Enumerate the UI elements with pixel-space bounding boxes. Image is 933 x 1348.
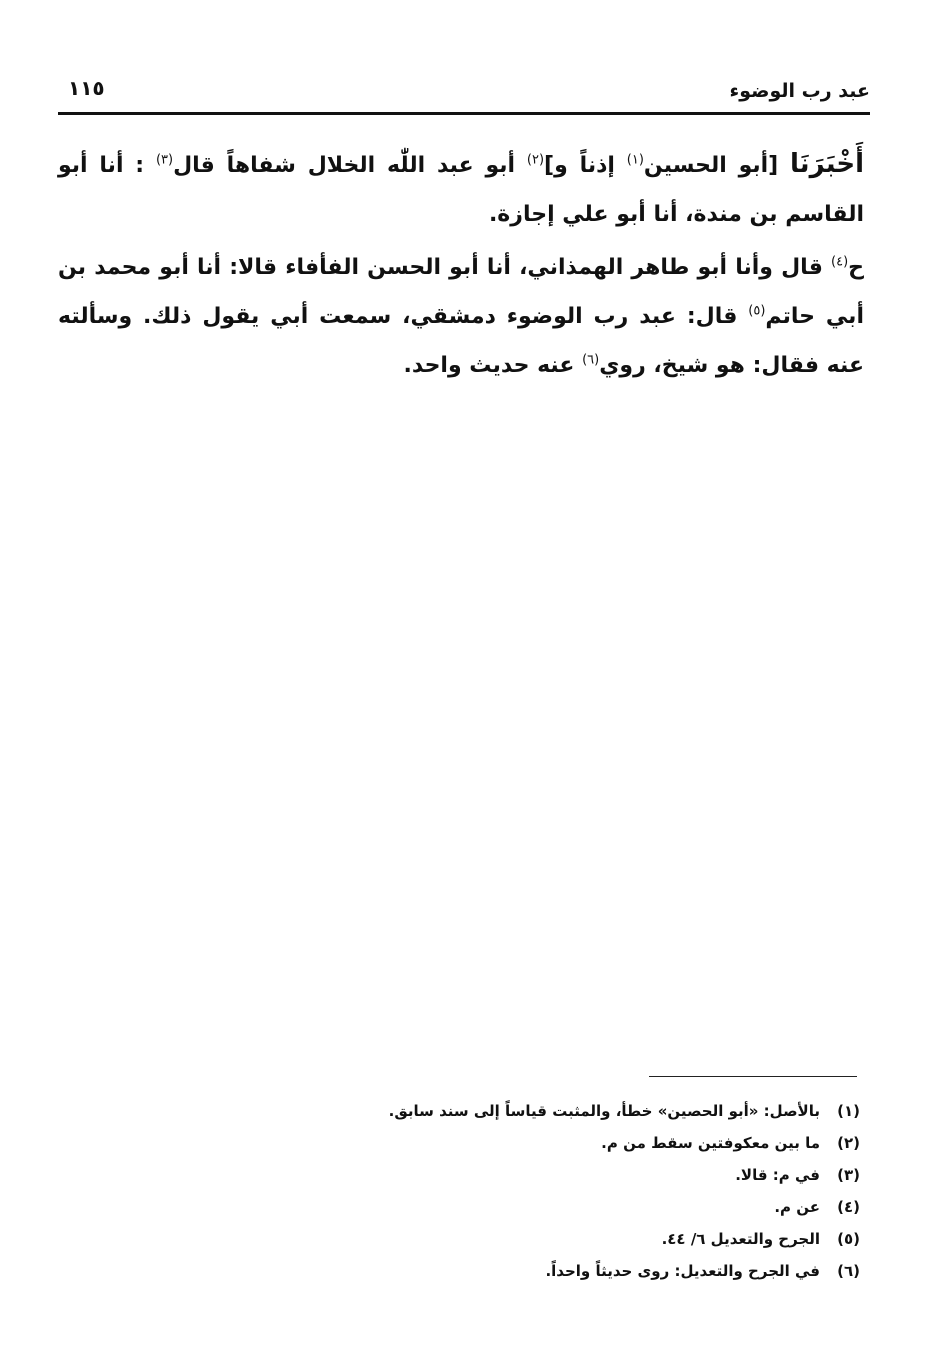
footnote-5	[300, 1223, 860, 1255]
footnote-3	[300, 1159, 860, 1191]
footnote-ref-1: (١)	[626, 152, 644, 168]
footnote-6	[300, 1255, 860, 1287]
footnote-text: بالأصل: «أبو الحصين» خطأ، والمثبت قياساً إلى سند سابق.	[388, 1102, 820, 1120]
lead-word: أَخْبَرَنَا	[790, 149, 865, 179]
footnote-text: في الجرح والتعديل: روى حديثاً واحداً.	[545, 1262, 820, 1280]
text-segment: إذناً و]	[544, 153, 627, 178]
footnote-text: الجرح والتعديل ٦/ ٤٤.	[661, 1230, 820, 1248]
footnote-number: (٦)	[837, 1262, 860, 1280]
footnotes	[300, 1095, 860, 1287]
paragraph-2	[58, 243, 864, 390]
text-segment: عنه حديث واحد.	[403, 353, 583, 378]
footnote-text: في م: قالا.	[735, 1166, 820, 1184]
footnote-1	[300, 1095, 860, 1127]
footnote-text: عن م.	[774, 1198, 820, 1216]
footnote-number: (٣)	[837, 1166, 860, 1184]
footnote-number: (٤)	[837, 1198, 860, 1216]
footnote-text: ما بين معكوفتين سقط من م.	[601, 1134, 820, 1152]
text-segment: قال وأنا أبو طاهر الهمذاني، أنا أبو الحسن الفأفاء قالا: أنا أبو محمد بن أبي حاتم	[58, 255, 864, 329]
footnote-ref-5: (٥)	[748, 303, 766, 319]
text-segment: [أبو الحسين	[643, 153, 791, 178]
footnote-separator	[649, 1076, 857, 1077]
header-rule	[58, 112, 870, 115]
page-number: ١١٥	[68, 76, 105, 100]
footnote-number: (٥)	[837, 1230, 860, 1248]
footnote-number: (٢)	[837, 1134, 860, 1152]
main-text	[58, 140, 864, 394]
footnote-ref-6: (٦)	[582, 352, 600, 368]
footnote-2	[300, 1127, 860, 1159]
footnote-4	[300, 1191, 860, 1223]
text-segment: أبو عبد اللّٰه الخلال شفاهاً قال	[173, 153, 527, 178]
footnote-number: (١)	[837, 1102, 860, 1120]
footnote-ref-4: (٤)	[831, 254, 849, 270]
footnote-ref-2: (٢)	[526, 152, 545, 168]
text-segment: قال: عبد رب الوضوء دمشقي، سمعت أبي يقول ذلك. وسألته عنه فقال: هو شيخ، روي	[58, 304, 864, 378]
footnote-ref-3: (٣)	[155, 152, 174, 168]
text-segment: : أنا أبو القاسم بن مندة، أنا أبو علي إجازة.	[58, 153, 864, 227]
page-header	[58, 70, 870, 116]
running-title: عبد رب الوضوء	[729, 80, 870, 102]
paragraph-1	[58, 140, 864, 239]
text-segment: ح	[848, 255, 864, 280]
